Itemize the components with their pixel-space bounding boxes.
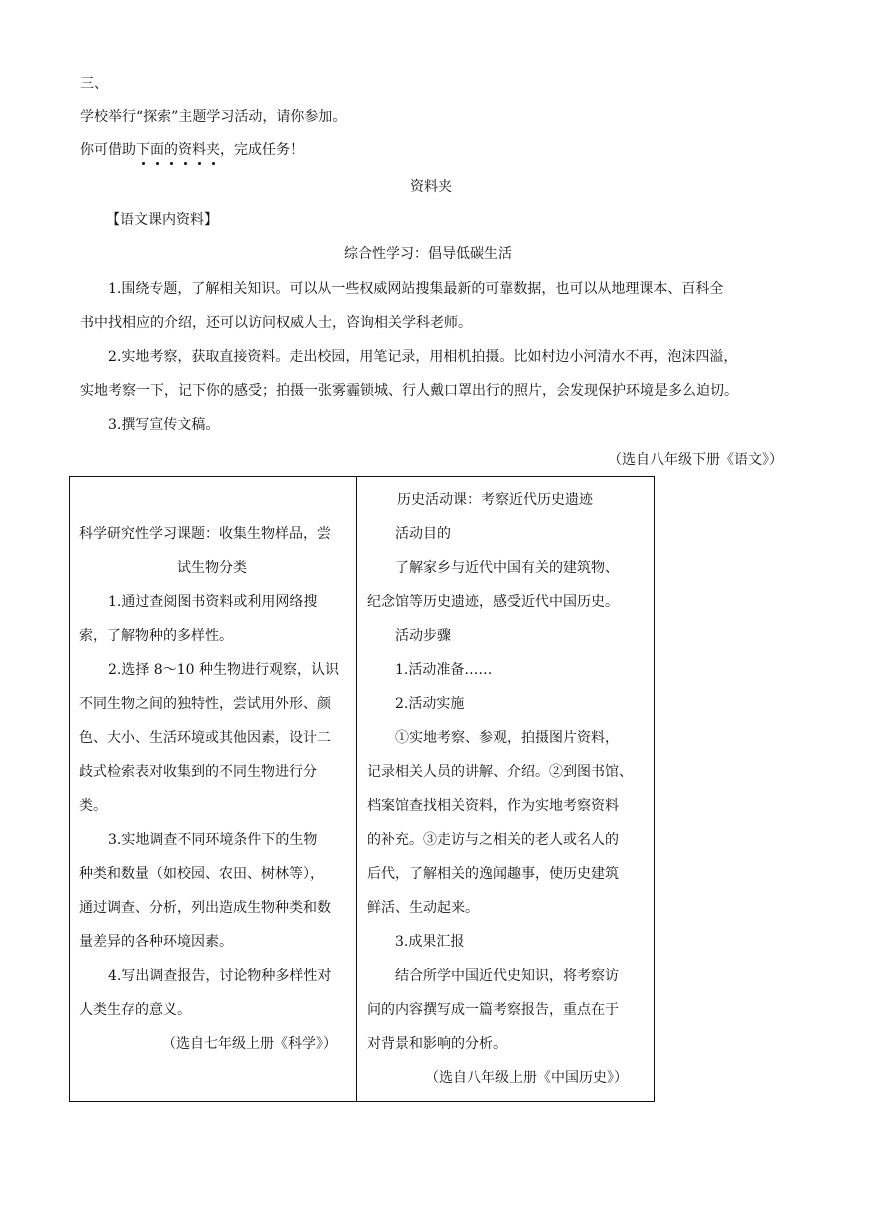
materials-table xyxy=(69,476,655,1102)
science-line: 色、大小、生活环境或其他因素，设计二 xyxy=(79,730,331,746)
intro-char: ！ xyxy=(290,142,304,158)
science-line: 种类和数量（如校园、农田、树林等）， xyxy=(79,866,324,882)
emphasis-dot xyxy=(156,162,159,165)
history-title: 历史活动课：考察近代历史遗迹 xyxy=(397,492,593,508)
emphasized-char: 夹 xyxy=(206,140,220,160)
history-line: 1.活动准备…… xyxy=(395,662,493,678)
history-line: 对背景和影响的分析。 xyxy=(367,1036,507,1052)
chinese-paragraph-line: 书中找相应的介绍，还可以访问权威人士，咨询相关学科老师。 xyxy=(80,315,472,331)
history-line: 活动目的 xyxy=(395,526,451,542)
history-line: 记录相关人员的讲解、介绍。②到图书馆、 xyxy=(367,764,633,780)
chinese-paragraph-line: 3.撰写宣传文稿。 xyxy=(108,417,220,433)
chinese-paragraph-line: 2.实地考察，获取直接资料。走出校园，用笔记录，用相机拍摄。比如村边小河清水不再，泡沫四溢， xyxy=(108,349,738,365)
science-title: 科学研究性学习课题：收集生物样品，尝 xyxy=(79,526,331,542)
history-source: （选自八年级上册《中国历史》） xyxy=(425,1070,628,1086)
intro-char: 务 xyxy=(276,142,290,158)
history-line: 活动步骤 xyxy=(395,628,451,644)
history-line: 结合所学中国近代史知识，将考察访 xyxy=(395,968,619,984)
history-line: 3.成果汇报 xyxy=(395,934,465,950)
folder-title: 资料夹 xyxy=(410,179,452,195)
chinese-section-label: 【语文课内资料】 xyxy=(106,212,218,228)
question-number: 三、 xyxy=(80,76,108,92)
science-line: 2.选择 8～10 种生物进行观察，认识 xyxy=(108,662,339,678)
science-line: 歧式检索表对收集到的不同生物进行分 xyxy=(79,764,317,780)
history-line: 2.活动实施 xyxy=(395,696,465,712)
history-line: 的补充。③走访与之相关的老人或名人的 xyxy=(367,832,619,848)
science-line: 3.实地调查不同环境条件下的生物 xyxy=(108,832,318,848)
chinese-paragraph-line: 1.围绕专题，了解相关知识。可以从一些权威网站搜集最新的可靠数据，也可以从地理课本、百科全 xyxy=(108,281,724,297)
history-line: 问的内容撰写成一篇考察报告，重点在于 xyxy=(367,1002,619,1018)
emphasis-dot xyxy=(142,162,145,165)
emphasis-dot xyxy=(212,162,215,165)
intro-char: 可 xyxy=(94,142,108,158)
emphasized-char: 面 xyxy=(150,140,164,160)
science-line: 量差异的各种环境因素。 xyxy=(79,934,233,950)
science-line: 不同生物之间的独特性，尝试用外形、颜 xyxy=(79,696,331,712)
chinese-section-title: 综合性学习：倡导低碳生活 xyxy=(344,246,512,262)
intro-char: 完 xyxy=(234,142,248,158)
emphasis-dot xyxy=(170,162,173,165)
intro-char: ， xyxy=(220,142,234,158)
science-line: 1.通过查阅图书资料或利用网络搜 xyxy=(108,594,318,610)
science-line: 4.写出调查报告，讨论物种多样性对 xyxy=(108,968,332,984)
intro-instruction xyxy=(80,140,304,160)
emphasized-char: 的 xyxy=(164,140,178,160)
intro-char: 借 xyxy=(108,142,122,158)
emphasis-dot xyxy=(198,162,201,165)
science-line: 类。 xyxy=(79,798,107,814)
science-line: 通过调查、分析，列出造成生物种类和数 xyxy=(79,900,331,916)
intro-char: 你 xyxy=(80,142,94,158)
emphasized-char: 料 xyxy=(192,140,206,160)
emphasized-char: 下 xyxy=(136,140,150,160)
intro-char: 成 xyxy=(248,142,262,158)
history-line: 后代，了解相关的逸闻趣事，使历史建筑 xyxy=(367,866,619,882)
history-line: 档案馆查找相关资料，作为实地考察资料 xyxy=(367,798,619,814)
history-line: ①实地考察、参观，拍摄图片资料， xyxy=(395,730,619,746)
table-divider xyxy=(356,477,357,1101)
science-title-cont: 试生物分类 xyxy=(177,560,247,576)
science-line: 索，了解物种的多样性。 xyxy=(79,628,233,644)
intro-char: 助 xyxy=(122,142,136,158)
emphasis-dot xyxy=(184,162,187,165)
intro-sentence: 学校举行“探索”主题学习活动，请你参加。 xyxy=(80,109,347,125)
emphasized-char: 资 xyxy=(178,140,192,160)
history-line: 纪念馆等历史遗迹，感受近代中国历史。 xyxy=(367,594,619,610)
chinese-source: （选自八年级下册《语文》） xyxy=(608,452,783,468)
intro-char: 任 xyxy=(262,142,276,158)
chinese-paragraph-line: 实地考察一下，记下你的感受；拍摄一张雾霾锁城、行人戴口罩出行的照片，会发现保护环境是多么迫切。 xyxy=(80,383,738,399)
history-line: 鲜活、生动起来。 xyxy=(367,900,479,916)
science-source: （选自七年级上册《科学》） xyxy=(162,1036,337,1052)
science-line: 人类生存的意义。 xyxy=(79,1002,191,1018)
history-line: 了解家乡与近代中国有关的建筑物、 xyxy=(395,560,619,576)
